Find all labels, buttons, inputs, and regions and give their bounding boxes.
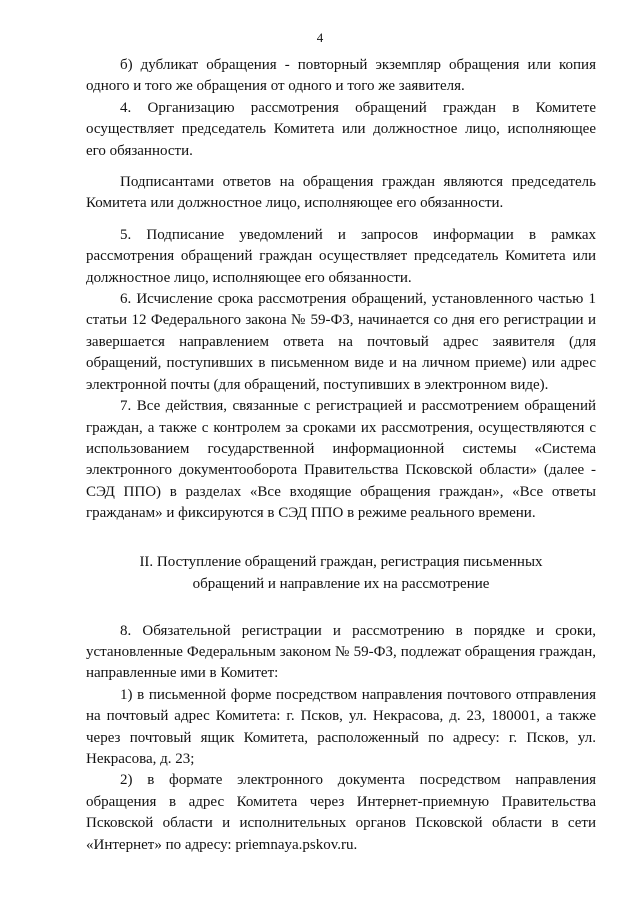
paragraph-4-organization: 4. Организацию рассмотрения обращений граждан в Комитете осуществляет председатель Комитета или должностное лицо, исполняющее его обязанности. [86,99,596,159]
paragraph-7-actions: 7. Все действия, связанные с регистрацией и рассмотрением обращений граждан, а также с контролем за сроками их рассмотрения, осуществляются с использованием государственной информационной системы «Система электронного документооборота Правительства Псковской области» (далее - СЭД ППО) в разделах «Все входящие обращения граждан», «Все ответы гражданам» и фиксируются в СЭД ППО в режиме реального времени. [86,398,596,522]
page-number: 4 [316,30,324,45]
paragraph-6-deadline: 6. Исчисление срока рассмотрения обращений, установленного частью 1 статьи 12 Федерального закона № 59-ФЗ, начинается со дня его регистрации и завершается направлением ответа на почтовый адрес заявителя (для обращений, поступивших в письменном виде и на личном приеме) или адрес электронной почты (для обращений, поступивших в электронном виде). [86,291,596,393]
section-heading-line-2: обращений и направление их на рассмотрение [192,575,490,592]
section-spacer-after [86,595,596,621]
section-spacer [86,525,596,551]
paragraph-duplicate-definition: б) дубликат обращения - повторный экземпляр обращения или копия одного и того же обращения от одного и того же заявителя. [86,57,596,95]
list-item-1-written-form: 1) в письменной форме посредством направления почтового отправления на почтовый адрес Комитета: г. Псков, ул. Некрасова, д. 23, 180001, а также через почтовый ящик Комитета, расположенный по адресу: г. Псков, ул. Некрасова, д. 23; [86,686,596,767]
section-heading-line-1: II. Поступление обращений граждан, регистрация письменных [139,553,543,570]
paragraph-5-signing: 5. Подписание уведомлений и запросов информации в рамках рассмотрения обращений граждан осуществляет председатель Комитета или должностное лицо, исполняющее его обязанности. [86,226,596,286]
list-item-2-electronic-form: 2) в формате электронного документа посредством направления обращения в адрес Комитета через Интернет-приемную Правительства Псковской области и исполнительных органов Псковской области в сети «Интернет» по адресу: priemnaya.pskov.ru. [86,772,596,853]
document-body [86,55,596,856]
paragraph-signatories: Подписантами ответов на обращения граждан являются председатель Комитета или должностное лицо, исполняющее его обязанности. [86,174,596,212]
paragraph-8-registration: 8. Обязательной регистрации и рассмотрению в порядке и сроки, установленные Федеральным законом № 59-ФЗ, подлежат обращения граждан, направленные ими в Комитет: [86,622,596,682]
